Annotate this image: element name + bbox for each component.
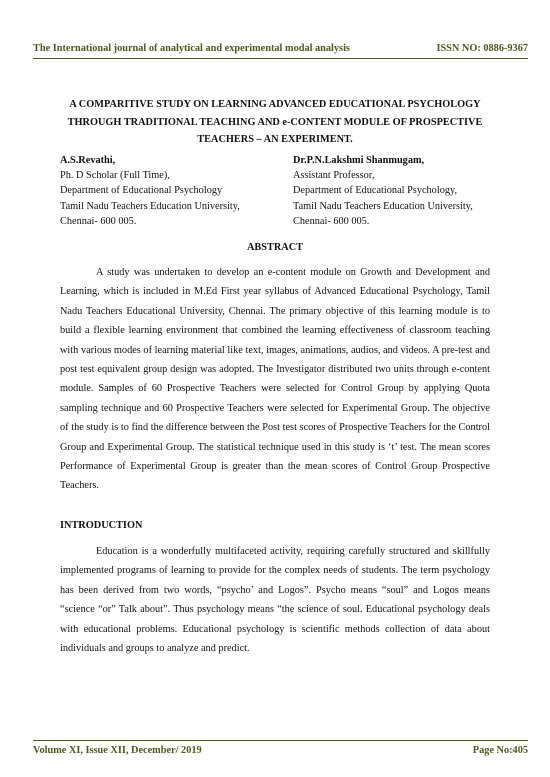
page-number: Page No:405 xyxy=(472,745,528,756)
abstract-paragraph: A study was undertaken to develop an e-content module on Growth and Development and Learning, which is included in M.Ed First year syllabus of Advanced Educational Psychology, Tamil Nadu Teachers Educational University, Chennai. The primary objective of this learning module is to build a flexible learning environment that combined the learning effectiveness of classroom teaching with various modes of learning material like text, images, animations, audios, and videos. A pre-test and post test equivalent group design was adopted. The Investigator distributed two units through e-content module. Samples of 60 Prospective Teachers were selected for Control Group by applying Quota sampling technique and 60 Prospective Teachers were selected for Experimental Group. The objective of the study is to find the difference between the Post test scores of Prospective Teachers for the Control Group and Experimental Group. The statistical technique used in this study is ‘t’ test. The mean scores Performance of Experimental Group is greater than the mean scores of Control Group Prospective Teachers. xyxy=(60,267,490,492)
author-position: Assistant Professor, xyxy=(293,170,375,182)
introduction-paragraph: Education is a wonderfully multifaceted activity, requiring carefully structured and skillfully implemented programs of learning to provide for the complex needs of students. The term psychology has been derived from two words, “psycho’ and Logos”. Psycho means “soul” and Logos means “science “or” Talk about”. Thus psychology means “the science of soul. Educational psychology deals with educational problems. Educational psychology is scientific methods collection of data about individuals and groups to analyze and predict. xyxy=(60,546,490,655)
author-city: Chennai- 600 005. xyxy=(293,215,370,227)
author-department: Department of Educational Psychology xyxy=(60,185,223,197)
author-block-1 xyxy=(60,153,240,229)
author-city: Chennai- 600 005. xyxy=(60,215,137,227)
running-footer xyxy=(33,745,528,756)
author-position: Ph. D Scholar (Full Time), xyxy=(60,170,170,182)
author-institution: Tamil Nadu Teachers Education University, xyxy=(60,200,240,212)
author-institution: Tamil Nadu Teachers Education University, xyxy=(293,200,473,212)
issn-number: ISSN NO: 0886-9367 xyxy=(436,43,528,54)
introduction-heading: INTRODUCTION xyxy=(60,520,143,531)
issue-info: Volume XI, Issue XII, December/ 2019 xyxy=(33,745,202,756)
author-department: Department of Educational Psychology, xyxy=(293,185,458,197)
journal-name: The International journal of analytical and experimental modal analysis xyxy=(33,43,350,54)
author-block-2 xyxy=(293,153,473,229)
abstract-heading: ABSTRACT xyxy=(246,242,304,253)
running-header xyxy=(33,43,528,54)
paper-title: A COMPARITIVE STUDY ON LEARNING ADVANCED EDUCATIONAL PSYCHOLOGY THROUGH TRADITIONAL TEACHING AND e-CONTENT MODULE OF PROSPECTIVE TEACHERS – AN EXPERIMENT. xyxy=(67,99,483,145)
footer-divider xyxy=(33,740,528,741)
author-name: Dr.P.N.Lakshmi Shanmugam, xyxy=(293,155,425,166)
header-divider xyxy=(33,58,528,59)
author-name: A.S.Revathi, xyxy=(60,155,116,166)
